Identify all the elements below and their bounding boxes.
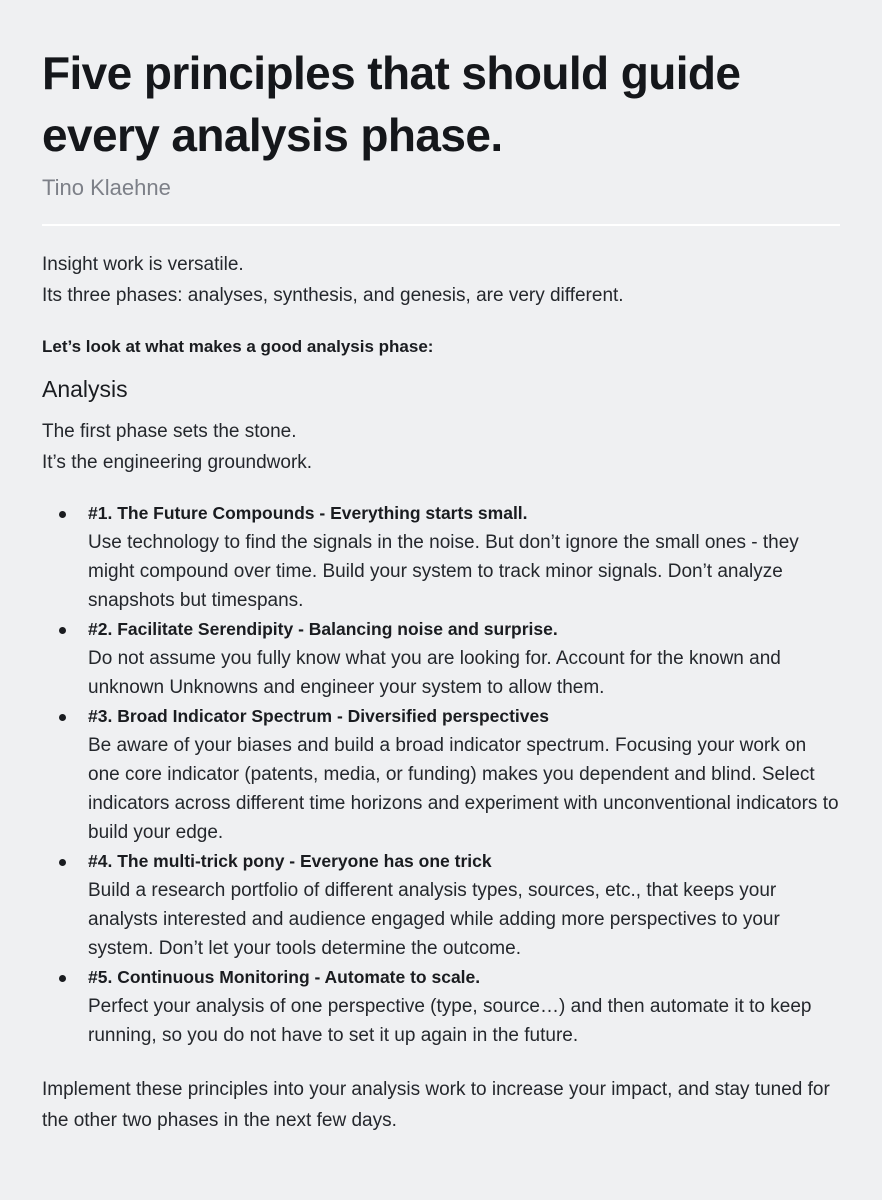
- principle-body: Use technology to find the signals in the noise. But don’t ignore the small ones - they might compound over time. Build your system to track minor signals. Don’t analyze snapshots but timespans.: [88, 532, 799, 611]
- principle-title: #1. The Future Compounds - Everything starts small.: [88, 503, 528, 523]
- bullet-icon: [59, 511, 66, 518]
- section-intro: [42, 416, 842, 478]
- principle-item: [42, 615, 842, 702]
- section-heading: Analysis: [42, 376, 128, 402]
- bullet-icon: [59, 714, 66, 721]
- principle-item: [42, 702, 842, 847]
- bullet-icon: [59, 627, 66, 634]
- principle-title: #3. Broad Indicator Spectrum - Diversified perspectives: [88, 706, 549, 726]
- intro-line: Insight work is versatile.: [42, 254, 244, 275]
- principle-title: #2. Facilitate Serendipity - Balancing noise and surprise.: [88, 619, 558, 639]
- principle-body: Be aware of your biases and build a broad indicator spectrum. Focusing your work on one core indicator (patents, media, or funding) makes you dependent and blind. Select indicators across different time horizons and experiment with unconventional indicators to build your edge.: [88, 735, 839, 843]
- intro-paragraph: [42, 249, 842, 311]
- section-intro-line: The first phase sets the stone.: [42, 421, 297, 442]
- bullet-icon: [59, 859, 66, 866]
- principle-item: [42, 963, 842, 1050]
- principle-body: Build a research portfolio of different analysis types, sources, etc., that keeps your analysts interested and audience engaged while adding more perspectives to your system. Don’t let your tools determine the outcome.: [88, 880, 780, 959]
- article-title: Five principles that should guide every analysis phase.: [42, 47, 741, 161]
- bullet-icon: [59, 975, 66, 982]
- intro-line: Its three phases: analyses, synthesis, and genesis, are very different.: [42, 285, 624, 306]
- principle-item: [42, 499, 842, 615]
- principle-body: Perfect your analysis of one perspective (type, source…) and then automate it to keep running, so you do not have to set it up again in the future.: [88, 996, 812, 1046]
- article: [42, 0, 842, 1136]
- author-name: Tino Klaehne: [42, 175, 171, 200]
- lead-text: Let’s look at what makes a good analysis phase:: [42, 337, 434, 356]
- closing-paragraph: Implement these principles into your analysis work to increase your impact, and stay tuned for the other two phases in the next few days.: [42, 1079, 830, 1131]
- principle-body: Do not assume you fully know what you are looking for. Account for the known and unknown Unknowns and engineer your system to allow them.: [88, 648, 781, 698]
- section-intro-line: It’s the engineering groundwork.: [42, 452, 313, 473]
- principles-list: [42, 499, 842, 1050]
- principle-item: [42, 847, 842, 963]
- principle-title: #5. Continuous Monitoring - Automate to scale.: [88, 967, 481, 987]
- principle-title: #4. The multi-trick pony - Everyone has one trick: [88, 851, 492, 871]
- divider: [42, 224, 840, 226]
